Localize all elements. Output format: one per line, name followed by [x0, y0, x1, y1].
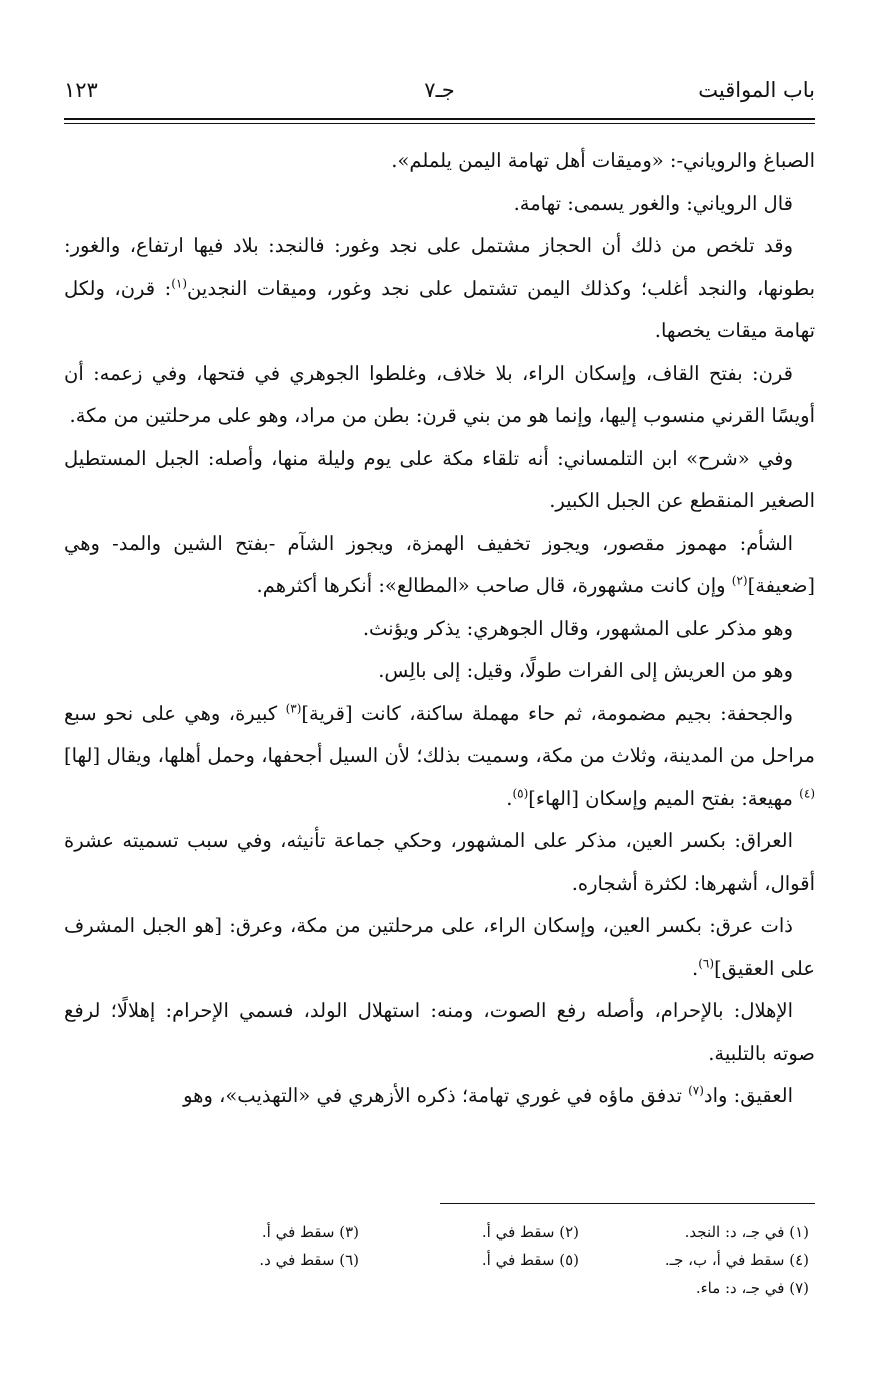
- paragraph: وهو مذكر على المشهور، وقال الجوهري: يذكر ويؤنث.: [362, 616, 793, 640]
- main-text: [64, 140, 815, 1118]
- footnote: (٤) سقط في أ، ب، جـ.: [664, 1251, 809, 1269]
- paragraph: الشأم: مهموز مقصور، ويجوز تخفيف الهمزة، ويجوز الشآم -بفتح الشين والمد- وهي [ضعيفة]$^{(٢)}$ وإن كانت مشهورة، قال صاحب «المطالع»: أنكرها أكثرهم.: [64, 531, 815, 597]
- footnote-row: [64, 1218, 809, 1246]
- paragraph: وهو من العريش إلى الفرات طولًا، وقيل: إلى بالِس.: [378, 659, 793, 682]
- header-rule-thick: [64, 118, 815, 120]
- paragraph: قال الروياني: والغور يسمى: تهامة.: [513, 191, 793, 215]
- page-number: ١٢٣: [64, 78, 98, 102]
- footnote-ref[interactable]: (٦): [698, 956, 715, 970]
- footnote-ref[interactable]: (٤): [799, 786, 815, 800]
- footnote: (٥) سقط في أ.: [481, 1251, 579, 1269]
- footnote: (٦) سقط في د.: [259, 1251, 359, 1269]
- paragraph: ذات عرق: بكسر العين، وإسكان الراء، على مرحلتين من مكة، وعرق: [هو الجبل المشرف على العقيق]$^{(٦)}$.: [64, 914, 815, 980]
- footnote-ref[interactable]: (٢): [731, 573, 748, 588]
- footnote: (٣) سقط في أ.: [261, 1223, 359, 1241]
- running-header: [64, 78, 815, 114]
- footnote-ref[interactable]: (١): [171, 276, 188, 290]
- header-rule-thin: [64, 123, 815, 124]
- footnote-ref[interactable]: (٥): [512, 786, 529, 800]
- paragraph: العقيق: واد$^{(٧)}$ تدفق ماؤه في غوري تهامة؛ ذكره الأزهري في «التهذيب»، وهو: [183, 1083, 793, 1107]
- footnote-row: [64, 1274, 809, 1302]
- volume-label: جـ٧: [424, 78, 455, 102]
- footnote: (١) في جـ، د: النجد.: [684, 1223, 809, 1241]
- footnote-row: [64, 1246, 809, 1274]
- paragraph: الإهلال: بالإحرام، وأصله رفع الصوت، ومنه: استهلال الولد، فسمي الإحرام: إهلالًا؛ لرفع صوته بالتلبية.: [64, 999, 815, 1065]
- footnotes: [64, 1218, 809, 1302]
- paragraph: قرن: بفتح القاف، وإسكان الراء، بلا خلاف، وغلطوا الجوهري في فتحها، وفي زعمه: أن أويسًا القرني منسوب إليها، وإنما هو من بني قرن: بطن من مراد، وهو على مرحلتين من مكة.: [64, 361, 815, 427]
- footnote-ref[interactable]: (٧): [688, 1083, 704, 1098]
- paragraph: وفي «شرح» ابن التلمساني: أنه تلقاء مكة على يوم وليلة منها، وأصله: الجبل المستطيل الصغير المنقطع عن الجبل الكبير.: [64, 446, 815, 512]
- footnote-ref[interactable]: (٣): [285, 701, 302, 715]
- footnote: (٢) سقط في أ.: [481, 1223, 579, 1241]
- paragraph: وقد تلخص من ذلك أن الحجاز مشتمل على نجد وغور: فالنجد: بلاد فيها ارتفاع، والغور: بطونها، والنجد أغلب؛ وكذلك اليمن تشتمل على نجد وغور، وميقات النجدين$^{(١)}$: قرن، ولكل تهامة ميقات يخصها.: [64, 234, 815, 342]
- paragraph: الصباغ والروياني-: «وميقات أهل تهامة اليمن يلملم».: [391, 149, 815, 172]
- footnote-rule: [440, 1203, 815, 1204]
- chapter-title: باب المواقيت: [698, 78, 815, 102]
- paragraph: العراق: بكسر العين، مذكر على المشهور، وحكي جماعة تأنيثه، وفي سبب تسميته عشرة أقوال، أشهرها: لكثرة أشجاره.: [64, 829, 815, 895]
- footnote: (٧) في جـ، د: ماء.: [695, 1279, 809, 1297]
- paragraph: والجحفة: بجيم مضمومة، ثم حاء مهملة ساكنة، كانت [قرية]$^{(٣)}$ كبيرة، وهي على نحو سبع مراحل من المدينة، وثلاث من مكة، وسميت بذلك؛ لأن السيل أجحفها، وحمل أهلها، ويقال [لها]$^{(٤)}$ مهيعة: بفتح الميم وإسكان [الهاء]$^{(٥)}$.: [64, 701, 815, 810]
